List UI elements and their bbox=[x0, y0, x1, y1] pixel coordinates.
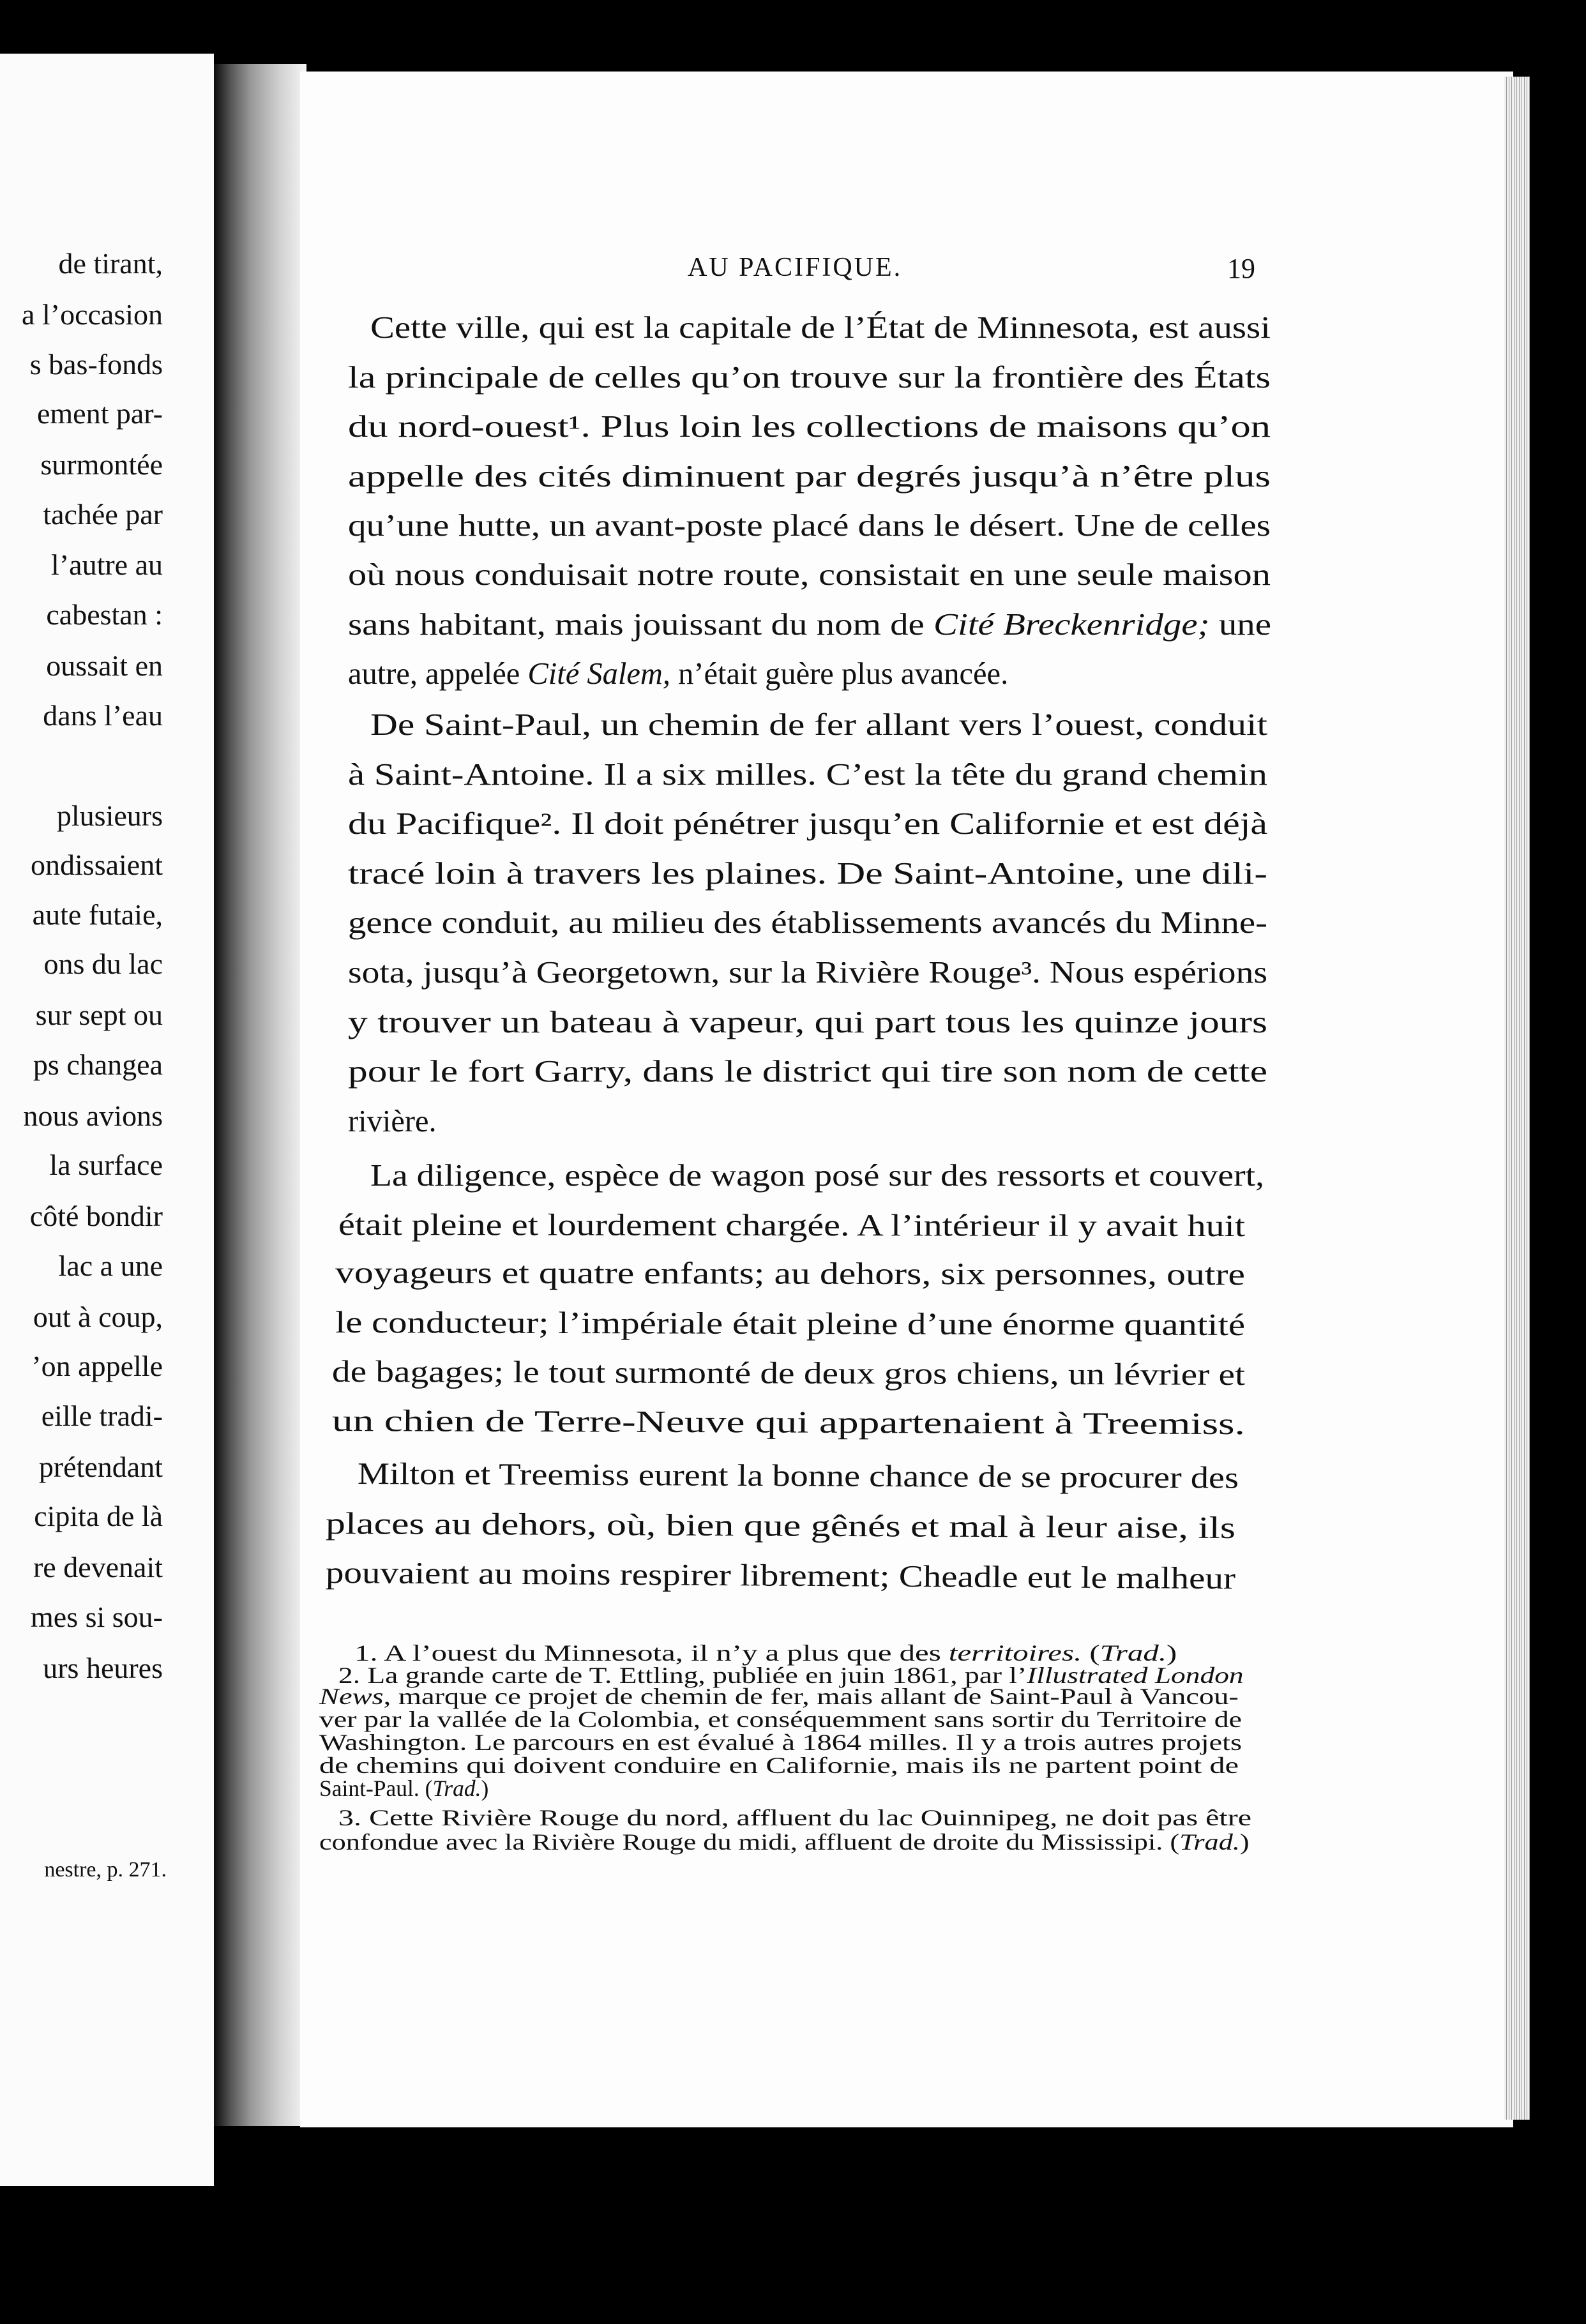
left-page-footnote: nestre, p. 271. bbox=[44, 1858, 167, 1882]
body-line: De Saint-Paul, un chemin de fer allant vers l’ouest, conduit bbox=[370, 708, 1267, 742]
left-page-line: côté bondir bbox=[29, 1200, 163, 1232]
page-edge-stack bbox=[1504, 77, 1530, 2120]
footnote-line: 3. Cette Rivière Rouge du nord, affluent du lac Ouinnipeg, ne doit pas être bbox=[338, 1805, 1251, 1830]
body-line: qu’une hutte, un avant-poste placé dans le désert. Une de celles bbox=[348, 509, 1271, 543]
left-page-line: urs heures bbox=[43, 1652, 163, 1684]
book-gutter-shadow bbox=[214, 64, 306, 2126]
left-page-line: ons du lac bbox=[43, 947, 163, 980]
footnote-line: 2. La grande carte de T. Ettling, publiée en juin 1861, par l’Illustrated London bbox=[338, 1663, 1244, 1688]
body-line: à Saint-Antoine. Il a six milles. C’est la tête du grand chemin bbox=[348, 758, 1267, 792]
left-page-line: ’on appelle bbox=[31, 1350, 163, 1382]
left-page-line: surmontée bbox=[40, 448, 163, 481]
body-line: places au dehors, où, bien que gênés et mal à leur aise, ils bbox=[325, 1507, 1236, 1546]
body-line: appelle des cités diminuent par degrés jusqu’à n’être plus bbox=[348, 460, 1271, 494]
body-line: la principale de celles qu’on trouve sur la frontière des États bbox=[348, 361, 1271, 395]
left-page-line: a l’occasion bbox=[22, 298, 163, 331]
body-line: voyageurs et quatre enfants; au dehors, six personnes, outre bbox=[335, 1256, 1246, 1292]
left-page-line: ement par- bbox=[36, 397, 163, 430]
body-line: sans habitant, mais jouissant du nom de Cité Breckenridge; une bbox=[348, 608, 1272, 642]
left-page-line: l’autre au bbox=[51, 548, 163, 581]
footnote-line: ver par la vallée de la Colombia, et conséquemment sans sortir du Territoire de bbox=[319, 1707, 1242, 1732]
page-number: 19 bbox=[1227, 253, 1255, 284]
body-line: le conducteur; l’impériale était pleine d’une énorme quantité bbox=[335, 1306, 1246, 1343]
left-page-line: la surface bbox=[49, 1149, 163, 1181]
left-page-line: eille tradi- bbox=[41, 1400, 163, 1432]
body-line: où nous conduisait notre route, consistait en une seule maison bbox=[348, 558, 1271, 592]
left-page-line: nous avions bbox=[23, 1099, 163, 1132]
body-line: gence conduit, au milieu des établissements avancés du Minne- bbox=[348, 906, 1267, 940]
left-page-line: ps changea bbox=[33, 1048, 163, 1081]
body-line: La diligence, espèce de wagon posé sur des ressorts et couvert, bbox=[370, 1159, 1264, 1193]
left-page-line: cabestan : bbox=[46, 598, 163, 631]
body-line: autre, appelée Cité Salem, n’était guère plus avancée. bbox=[348, 657, 1009, 691]
body-line: de bagages; le tout surmonté de deux gros chiens, un lévrier et bbox=[331, 1355, 1246, 1392]
footnote-line: 1. A l’ouest du Minnesota, il n’y a plus que des territoires. (Trad.) bbox=[354, 1640, 1177, 1666]
footnote-line: Washington. Le parcours en est évalué à 1864 milles. Il y a trois autres projets bbox=[319, 1730, 1242, 1755]
footnote-line: de chemins qui doivent conduire en Californie, mais ils ne partent point de bbox=[319, 1753, 1239, 1778]
left-page-line: s bas-fonds bbox=[29, 348, 163, 381]
left-page-line: sur sept ou bbox=[35, 999, 163, 1031]
running-header: AU PACIFIQUE. bbox=[688, 253, 903, 282]
body-line: pour le fort Garry, dans le district qui tire son nom de cette bbox=[348, 1055, 1267, 1089]
body-line: était pleine et lourdement chargée. A l’intérieur il y avait huit bbox=[338, 1208, 1246, 1244]
left-page-line: lac a une bbox=[58, 1249, 163, 1282]
body-line: sota, jusqu’à Georgetown, sur la Rivière Rouge³. Nous espérions bbox=[348, 956, 1267, 990]
left-page-line: prétendant bbox=[38, 1451, 163, 1483]
left-page-fragment bbox=[0, 54, 214, 2186]
left-page-line: mes si sou- bbox=[31, 1601, 163, 1633]
left-page-line: oussait en bbox=[46, 649, 163, 682]
left-page-line: aute futaie, bbox=[32, 898, 163, 931]
body-line: Milton et Treemiss eurent la bonne chance de se procurer des bbox=[357, 1457, 1239, 1495]
left-page-line: out à coup, bbox=[33, 1301, 163, 1333]
left-page-line: plusieurs bbox=[56, 799, 163, 832]
left-page-line: dans l’eau bbox=[43, 699, 163, 732]
body-line: du Pacifique². Il doit pénétrer jusqu’en Californie et est déjà bbox=[348, 807, 1267, 841]
left-page-line: cipita de là bbox=[34, 1500, 163, 1532]
left-page-line: re devenait bbox=[33, 1551, 163, 1583]
body-line: un chien de Terre-Neuve qui appartenaient à Treemiss. bbox=[331, 1404, 1246, 1442]
footnote-line: News, marque ce projet de chemin de fer, mais allant de Saint-Paul à Vancou- bbox=[319, 1684, 1239, 1709]
body-line: pouvaient au moins respirer librement; Cheadle eut le malheur bbox=[325, 1556, 1236, 1596]
body-line: du nord-ouest¹. Plus loin les collections de maisons qu’on bbox=[348, 410, 1271, 444]
left-page-line: tachée par bbox=[43, 498, 163, 531]
left-page-line: de tirant, bbox=[58, 247, 163, 280]
body-line: y trouver un bateau à vapeur, qui part tous les quinze jours bbox=[348, 1006, 1267, 1039]
footnote-line: Saint-Paul. (Trad.) bbox=[319, 1776, 489, 1801]
body-line: tracé loin à travers les plaines. De Saint-Antoine, une dili- bbox=[348, 857, 1267, 891]
body-line: rivière. bbox=[348, 1105, 437, 1138]
footnote-line: confondue avec la Rivière Rouge du midi, affluent de droite du Mississipi. (Trad.) bbox=[319, 1829, 1250, 1855]
left-page-line: ondissaient bbox=[31, 849, 163, 881]
body-line: Cette ville, qui est la capitale de l’État de Minnesota, est aussi bbox=[370, 311, 1271, 345]
